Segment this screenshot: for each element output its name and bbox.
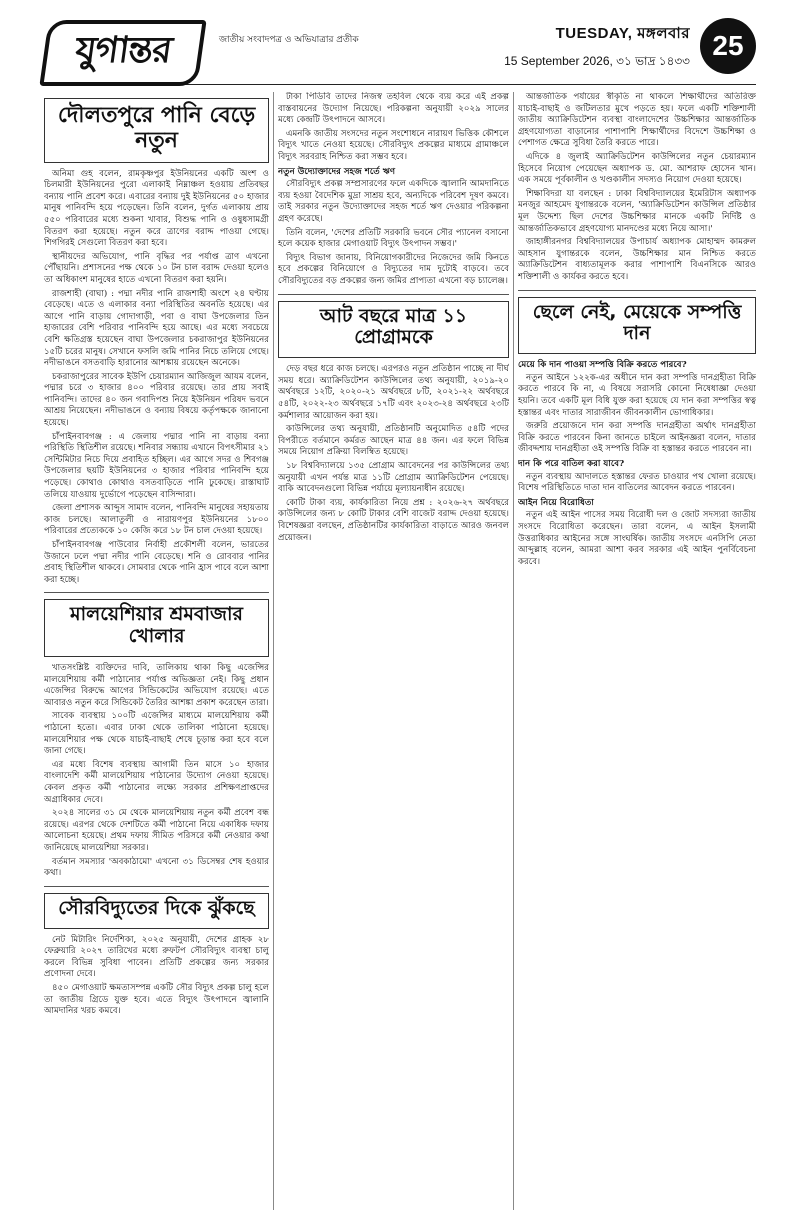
divider [518, 290, 756, 291]
article-headline-box [44, 893, 269, 929]
divider [44, 886, 269, 887]
article-subheading: আইন নিয়ে বিরোধিতা [518, 497, 594, 508]
article-paragraph: টাকা পিডিবি তাদের নিজস্ব তহবিল থেকে ব্যয় করে এই প্রকল্প বাস্তবায়নের উদ্যোগ নিয়েছে। পরিকল্পনা অনুযায়ী ২০২৯ সালের মধ্যে কেন্দ্রটি উৎপাদনে আসবে। [278, 92, 509, 126]
article-paragraph: চাঁপাইনবাবগঞ্জ পাউবোর নির্বাহী প্রকৌশলী বলেন, ভারতের উজানে ঢলে পদ্মা নদীর পানি বেড়েছে। শনি ও রোববার পানির প্রবাহ স্থিতিশীল থাকবে। সোমবার থেকে পানি হ্রাস পাবে বলে আশা করা হচ্ছে। [44, 540, 269, 585]
article-paragraph: খাতসংশ্লিষ্ট ব্যক্তিদের দাবি, তালিকায় থাকা কিছু এজেন্সির মালয়েশিয়ায় কর্মী পাঠানোর পর্যাপ্ত অভিজ্ঞতা নেই। কিছু প্রধান এজেন্সির বিরুদ্ধে আগের সিন্ডিকেটের অভিযোগ রয়েছে। এতে আবারও নতুন করে সিন্ডিকেট তৈরির আশঙ্কা প্রকাশ করেছেন তারা। [44, 663, 269, 708]
article-paragraph: শিক্ষাবিদরা যা বলছেন : ঢাকা বিশ্ববিদ্যালয়ের ইমেরিটাস অধ্যাপক মনজুর আহমেদ যুগান্তরকে বলেন, 'অ্যাক্রিডিটেশন কাউন্সিল প্রতিষ্ঠার মূল উদ্দেশ্য ছিল দেশের উচ্চশিক্ষার মানকে একটি নির্দিষ্ট ও আন্তর্জাতিকভাবে গ্রহণযোগ্য মানদণ্ডের মধ্যে নিয়ে আসা।' [518, 188, 756, 234]
newspaper-logo: যুগান্তর [39, 20, 206, 86]
article-headline-box [44, 599, 269, 657]
article-paragraph: এর মধ্যে বিশেষ ব্যবস্থায় আগামী তিন মাসে ১০ হাজার বাংলাদেশি কর্মী মালয়েশিয়ায় পাঠানোর উদ্যোগ নেওয়া হয়েছে। কেবল প্রকৃত কর্মী পাঠানোর লক্ষ্যে সরকার প্রশিক্ষণপ্রাপ্তদের অগ্রাধিকার দেবে। [44, 759, 269, 805]
article-paragraph: ৪৫০ মেগাওয়াট ক্ষমতাসম্পন্ন একটি সৌর বিদ্যুৎ প্রকল্প চালু হলে তা জাতীয় গ্রিডে যুক্ত হবে। এতে বিদ্যুৎ উৎপাদনে জ্বালানি আমদানির খরচ কমবে। [44, 982, 269, 1017]
article-paragraph: নতুন এই আইন পাসের সময় বিরোধী দল ও জোট সদস্যরা জাতীয় সংসদে বিরোধিতা করেছেন। তারা বলেন, এ আইন ইসলামী উত্তরাধিকার আইনের সঙ্গে সাংঘর্ষিক। জাতীয় সংসদে এনসিপি নেতা আব্দুল্লাহ বলেন, আমরা আশা করব সরকার এই আইন পুনর্বিবেচনা করবে। [518, 510, 756, 567]
column-rule [513, 92, 514, 1210]
article-headline: সৌরবিদ্যুতের দিকে ঝুঁকছে [58, 896, 255, 919]
article-paragraph: অনিমা গুহ বলেন, রামকৃষ্ণপুর ইউনিয়নের একটি অংশ ও চিলমারী ইউনিয়নের পুরো এলাকাই নিম্নাঞ্চল হওয়ায় প্রতিবছর বন্যায় পানি প্রবেশ করে। এবারের বন্যায় দুই ইউনিয়নের ৫০ হাজার মানুষ পানিবন্দি হয়ে পড়েছেন। তিনি বলেন, দুর্গত এলাকায় প্রায় ৫৫০ পরিবারের মধ্যে শুকনা খাবার, বিশুদ্ধ পানি ও ওষুধসামগ্রী বিতরণ করা হয়েছে। নতুন করে ত্রাণের বরাদ্দ পাওয়া গেছে। শিগগিরই সেগুলো বিতরণ করা হবে। [44, 168, 269, 249]
article-paragraph: বিদ্যুৎ বিভাগ জানায়, বিনিয়োগকারীদের নিজেদের জমি কিনতে হবে প্রকল্পের বিনিয়োগে ও বিদ্যুতের দাম দুটোই বাড়বে। তবে সৌরবিদ্যুতের বড় প্রকল্পের জন্য জমির প্রাপ্যতা এখনো বড় চ্যালেঞ্জ। [278, 252, 509, 286]
article-paragraph: নতুন আইনে ১২২ক-এর অধীনে দান করা সম্পত্তি দানগ্রহীতা বিক্রি করতে পারবে কি না, এ বিষয়ে সরাসরি কোনো নিষেধাজ্ঞা দেওয়া হয়নি। তবে একটি মূল বিধি যুক্ত করা হয়েছে যে দান করা সম্পত্তির স্বত্ব হস্তান্তর এবং দাতার সারাজীবন জীবনকালীন ভোগাধিকার। [518, 372, 756, 418]
article-paragraph: জেলা প্রশাসক আব্দুস সামাদ বলেন, পানিবন্দি মানুষের সহায়তায় কাজ চলছে। আলাতুলী ও নারায়ণপুর ইউনিয়নের ১৮০০ পরিবারের প্রত্যেককে ১০ কেজি করে ১৮ টন চাল দেওয়া হয়েছে। [44, 503, 269, 537]
article-paragraph: কাউন্সিলের তথ্য অনুযায়ী, প্রতিষ্ঠানটি অনুমোদিত ৫৪টি পদের বিপরীতে বর্তমানে কর্মরত আছেন মাত্র ৪৪ জন। এর ফলে বিভিন্ন সময়ে নিয়োগ প্রক্রিয়া বিলম্বিত হয়েছে। [278, 424, 509, 458]
article-paragraph: ২০২৪ সালের ৩১ মে থেকে মালয়েশিয়ায় নতুন কর্মী প্রবেশ বন্ধ রয়েছে। এরপর থেকে দেশটিতে কর্মী পাঠানো নিয়ে একাধিক দফায় আলোচনা হয়েছে। প্রথম দফায় সীমিত পরিসরে কর্মী নেওয়ার কথা জানিয়েছে মালয়েশিয়া সরকার। [44, 808, 269, 853]
article-subheading: দান কি পরে বাতিল করা যাবে? [518, 458, 625, 469]
article-headline: ছেলে নেই, মেয়েকে সম্পত্তি দান [532, 300, 742, 345]
article-paragraph: চাঁপাইনবাবগঞ্জ : এ জেলায় পদ্মার পানি না বাড়ায় বন্যা পরিস্থিতি স্থিতিশীল রয়েছে। শনিবার সন্ধ্যায় এখানে বিপৎসীমার ২১ সেন্টিমিটার নিচে দিয়ে প্রবাহিত হচ্ছিল। এর আগে সদর ও শিবগঞ্জ উপজেলার ছয়টি ইউনিয়নের ৩ হাজার পরিবার পানিবন্দি হয়ে পড়েছে। কোথাও কোথাও বসতবাড়িতে পানি ঢুকেছে। রাস্তাঘাট তলিয়ে যাওয়ায় দুর্ভোগে পড়েছেন বাসিন্দারা। [44, 431, 269, 500]
article-paragraph: রাজশাহী (বাঘা) : পদ্মা নদীর পানি রাজশাহী অংশে ২৪ ঘণ্টায় বেড়েছে। এতে ও এলাকার বন্যা পরিস্থিতির অবনতি হয়েছে। এর আগে পানি বাড়ায় গোদাগাড়ী, পবা ও বাঘা উপজেলার তিন হাজারের বেশি পরিবার পানিবন্দি হয়ে আছে। এর মধ্যে সবচেয়ে বেশি ক্ষতিগ্রস্ত হয়েছেন বাঘা উপজেলার চকরাজাপুর ইউনিয়নের ১৫টি চরের মানুষ। সেখানে ফসলি জমি পানির নিচে তলিয়ে গেছে। নদীভাঙনে বসতবাড়ি হারানোর আশঙ্কায় রয়েছেন অনেকে। [44, 288, 269, 369]
article-paragraph: তিনি বলেন, 'দেশের প্রতিটি সরকারি ভবনে সৌর প্যানেল বসানো হলে কয়েক হাজার মেগাওয়াট বিদ্যুৎ উৎপাদন সম্ভব।' [278, 227, 509, 250]
article-subheading: মেয়ে কি দান পাওয়া সম্পত্তি বিক্রি করতে পারবে? [518, 360, 687, 371]
article-paragraph: জাহাঙ্গীরনগর বিশ্ববিদ্যালয়ের উপাচার্য অধ্যাপক মোহাম্মদ কামরুল আহসান যুগান্তরকে বলেন, উচ্চশিক্ষার মান নিশ্চিত করতে অ্যাক্রিডিটেশন বাধ্যতামূলক করার পাশাপাশি বিএনসিকে আরও শক্তিশালী ও কার্যকর করতে হবে। [518, 237, 756, 282]
column-3 [518, 92, 756, 1210]
article-paragraph: এমনকি জাতীয় সংসদের নতুন সংশোধনে নারায়ণ ভিত্তিক কৌশলে বিদ্যুৎ খাতে নেওয়া হয়েছে। সৌরবিদ্যুৎ প্রকল্পের মাধ্যমে গ্রামাঞ্চলে বিদ্যুৎ সরবরাহ নিশ্চিত করা সম্ভব হবে। [278, 128, 509, 162]
date-full: 15 September 2026, ৩১ ভাদ্র ১৪৩৩ [504, 54, 690, 68]
article-headline-box [518, 297, 756, 355]
column-2 [278, 92, 509, 1210]
article-paragraph: আন্তর্জাতিক পর্যায়ের স্বীকৃতি না থাকলে শিক্ষার্থীদের অতিরিক্ত যাচাই-বাছাই ও জটিলতার মুখে পড়তে হয়। ফলে একটি শক্তিশালী জাতীয় অ্যাক্রিডিটেশন ব্যবস্থা বাংলাদেশের উচ্চশিক্ষার আন্তর্জাতিক গ্রহণযোগ্যতা বাড়ানোর পাশাপাশি শিক্ষার্থীদের বিদেশে উচ্চশিক্ষা ও পেশাগত ক্ষেত্রে সুবিধা তৈরি করতে পারে। [518, 92, 756, 149]
article-paragraph: নতুন ব্যবস্থায় আদালতে হস্তান্তর ফেরত চাওয়ার পথ খোলা রয়েছে। বিশেষ পরিস্থিতিতে দাতা দান বাতিলের আবেদন করতে পারবেন। [518, 471, 756, 494]
article-paragraph: দেড় বছর ধরে কাজ চলছে। এরপরও নতুন প্রতিষ্ঠান পাচ্ছে না দীর্ঘ সময় ধরে। অ্যাক্রিডিটেশন কাউন্সিলের তথ্য অনুযায়ী, ২০১৯-২০ অর্থবছরে ১২টি, ২০২০-২১ অর্থবছরে ৮টি, ২০২১-২২ অর্থবছরে ৫৪টি, ২০২২-২৩ অর্থবছরে ১৭টি এবং ২০২৩-২৪ অর্থবছরে ২৩টি কর্মশালার আয়োজন করা হয়। [278, 364, 509, 421]
column-rule [273, 92, 274, 1210]
article-paragraph: বর্তমান সমস্যার 'অবকাঠামো' এখনো ৩১ ডিসেম্বর শেষ হওয়ার কথা। [44, 856, 269, 879]
date-block [504, 22, 690, 73]
article-paragraph: চকরাজাপুরের সাবেক ইউপি চেয়ারম্যান আজিজুল আযম বলেন, পদ্মার চরে ৩ হাজার ৪০০ পরিবার রয়েছে। তার প্রায় সবাই পানিবন্দি। তাদের ৪০ জন গবাদিপশু নিয়ে ইউনিয়ন পরিষদ ভবনে আশ্রয় নিয়েছেন। নদীভাঙনে ও বন্যায় বিষয়ে কর্তৃপক্ষকে জানানো হয়েছে। [44, 371, 269, 429]
article-paragraph: নেট মিটারিং নির্দেশিকা, ২০২৫ অনুযায়ী, দেশের গ্রাহক ২৮ ফেব্রুয়ারি ২০২৭ তারিখের মধ্যে রুফটপ সৌরবিদ্যুৎ ব্যবস্থা চালু করলে বিভিন্ন সুবিধা পাবেন। প্রতিটি প্রকল্পের জন্য সরকার প্রণোদনা দেবে। [44, 934, 269, 980]
article-paragraph: জরুরি প্রয়োজনে দান করা সম্পত্তি দানগ্রহীতা অর্থাৎ দানগ্রহীতা বিক্রি করতে পারবেন কিনা জানতে চাইলে আইনজ্ঞরা বলেন, দাতার জীবদ্দশায় দানগ্রহীতা ওই সম্পত্তি বিক্রি বা হস্তান্তর করতে পারবেন না। [518, 421, 756, 455]
page-number: 25 [700, 18, 756, 74]
article-paragraph: কোটি টাকা ব্যয়, কার্যকারিতা নিয়ে প্রশ্ন : ২০২৬-২৭ অর্থবছরে কাউন্সিলের জন্য ৮ কোটি টাকার বেশি বাজেট বরাদ্দ দেওয়া হয়েছে। বিশেষজ্ঞরা বলছেন, প্রতিষ্ঠানটির কার্যকারিতা বাড়াতে আরও জনবল প্রয়োজন। [278, 497, 509, 543]
masthead-tagline: জাতীয় সংবাদপত্র ও অভিযাত্রার প্রতীক [219, 35, 359, 45]
article-paragraph: এদিকে ৪ জুলাই অ্যাক্রিডিটেশন কাউন্সিলের নতুন চেয়ারম্যান হিসেবে নিয়োগ পেয়েছেন অধ্যাপক ড. মো. আশরাফ হোসেন খান। এক সময়ে পূর্বকালীন ও খণ্ডকালীন সদস্যও নিয়োগ দেওয়া হয়েছে। [518, 151, 756, 186]
article-headline-box [278, 301, 509, 359]
divider [278, 294, 509, 295]
date-day: TUESDAY, মঙ্গলবার [555, 25, 690, 42]
column-1 [44, 92, 269, 1210]
article-subheading: নতুন উদ্যোক্তাদের সহজ শর্তে ঋণ [278, 166, 396, 177]
article-headline: দৌলতপুরে পানি বেড়ে নতুন [57, 103, 256, 154]
article-headline-box [44, 98, 269, 163]
article-paragraph: সৌরবিদ্যুৎ প্রকল্প সম্প্রসারণের ফলে একদিকে জ্বালানি আমদানিতে ব্যয় হওয়া বৈদেশিক মুদ্রা সাশ্রয় হবে, অন্যদিকে পরিবেশ দূষণ কমবে। তাই সরকার নতুন উদ্যোক্তাদের সহজ শর্তে ঋণ দেওয়ার পরিকল্পনা গ্রহণ করেছে। [278, 179, 509, 224]
article-paragraph: স্থানীয়দের অভিযোগ, পানি বৃদ্ধির পর পর্যাপ্ত ত্রাণ এখনো পৌঁছায়নি। প্রশাসনের পক্ষ থেকে ১০ টন চাল বরাদ্দ দেওয়া হলেও তা অধিকাংশ মানুষের হাতে এখনো বিতরণ করা হয়নি। [44, 251, 269, 285]
divider [44, 592, 269, 593]
article-paragraph: সাবেক ব্যবস্থায় ১০০টি এজেন্সির মাধ্যমে মালয়েশিয়ায় কর্মী পাঠানো হতো। এবার ঢাকা থেকে তালিকা পাঠানো হয়েছে। মালয়েশিয়ার পক্ষ থেকে যাচাই-বাছাই শেষে চূড়ান্ত করা হবে বলে জানা গেছে। [44, 711, 269, 757]
masthead [44, 12, 756, 85]
article-headline: আট বছরে মাত্র ১১ প্রোগ্রামকে [319, 304, 468, 349]
article-paragraph: ১৮ বিশ্ববিদ্যালয়ে ১৩৫ প্রোগ্রাম আবেদনের পর কাউন্সিলের তথ্য অনুযায়ী এখন পর্যন্ত মাত্র ১১টি প্রোগ্রাম অ্যাক্রিডিটেশন পেয়েছে। বাকি আবেদনগুলো বিভিন্ন পর্যায়ে মূল্যায়নাধীন রয়েছে। [278, 460, 509, 495]
article-headline: মালয়েশিয়ার শ্রমবাজার খোলার [70, 603, 243, 648]
